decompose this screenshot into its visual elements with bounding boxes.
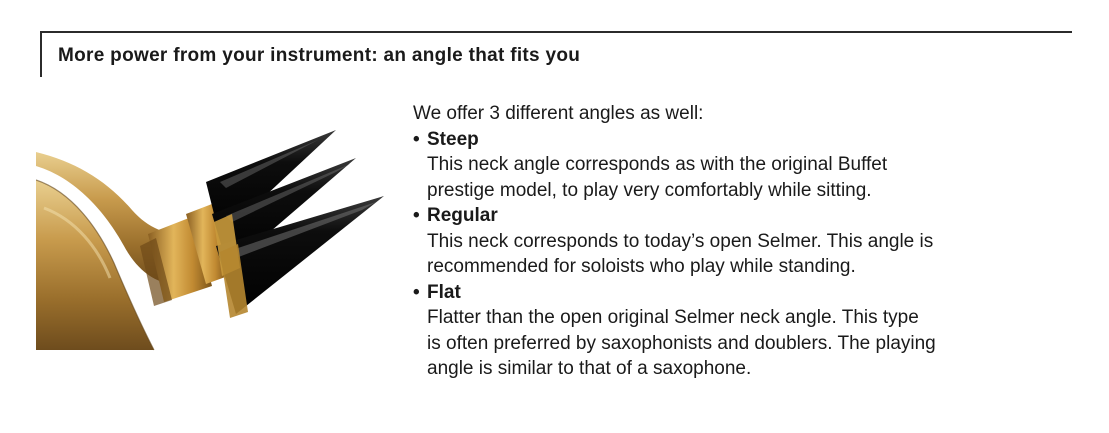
option-title-regular: • Regular: [413, 203, 1073, 229]
option-desc-steep-line-1: This neck angle corresponds as with the original Buffet: [427, 154, 888, 175]
angle-option-list: [413, 127, 1073, 382]
list-item-steep: [413, 127, 1073, 204]
section-rule-left: [40, 31, 42, 77]
intro-text: We offer 3 different angles as well:: [413, 103, 704, 124]
section-rule-top: [40, 31, 1072, 33]
option-desc-steep-line-2: prestige model, to play very comfortably while sitting.: [427, 179, 872, 201]
option-title-steep: • Steep: [413, 127, 1073, 153]
content-block: [413, 101, 1073, 382]
list-item-regular: [413, 203, 1073, 280]
option-desc-flat-line-2: is often preferred by saxophonists and doublers. The playing: [427, 332, 936, 354]
option-desc-regular-line-1: This neck corresponds to today’s open Selmer. This angle is: [427, 230, 934, 252]
bullet: •: [413, 205, 420, 226]
section-heading: More power from your instrument: an angle that fits you: [58, 45, 581, 66]
option-desc-flat-line-3: angle is similar to that of a saxophone.: [427, 358, 752, 379]
list-item-flat: [413, 280, 1073, 382]
option-desc-regular-line-2: recommended for soloists who play while standing.: [427, 256, 856, 277]
bullet: •: [413, 281, 420, 303]
saxophone-neck-photo: [36, 118, 388, 358]
option-title-flat: • Flat: [413, 280, 1073, 306]
bullet: •: [413, 128, 420, 150]
option-desc-flat-line-1: Flatter than the open original Selmer neck angle. This type: [427, 307, 919, 328]
